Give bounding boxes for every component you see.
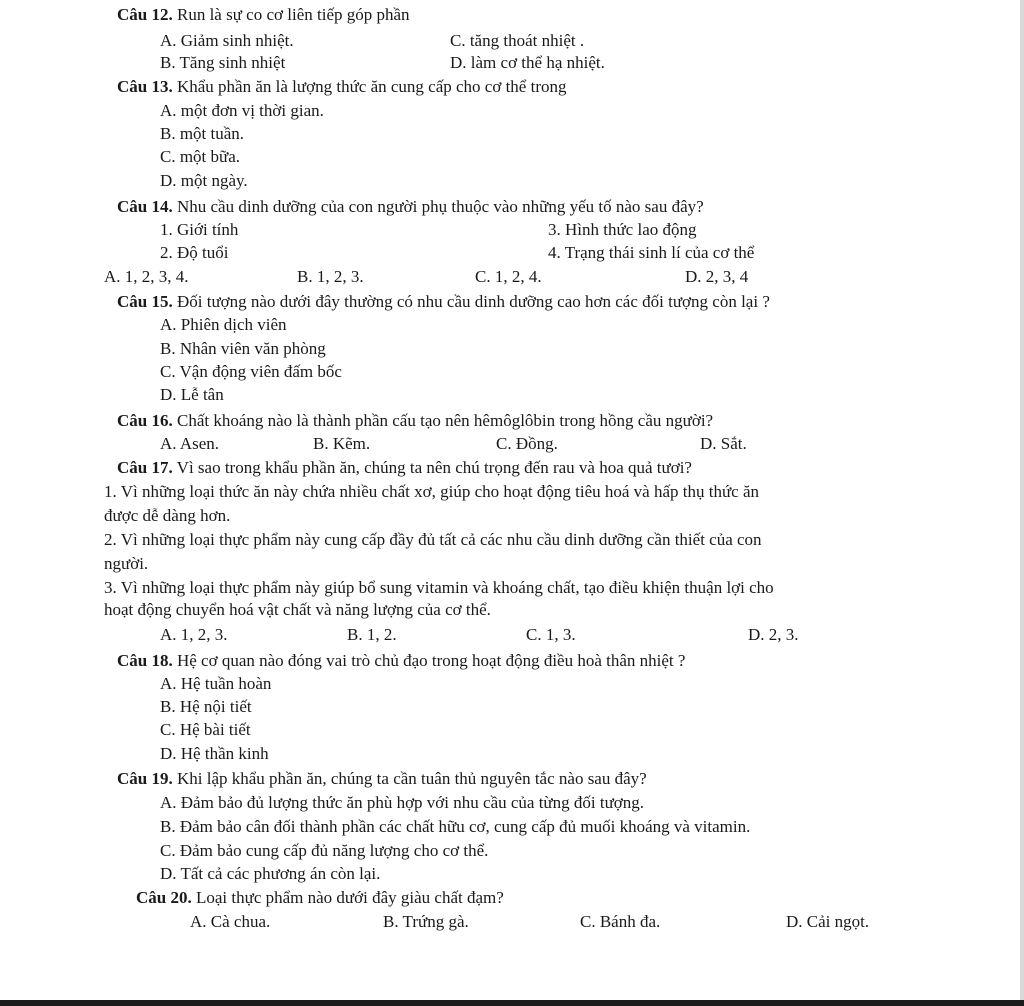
- question-13-text: Khẩu phần ăn là lượng thức ăn cung cấp cho cơ thể trong: [172, 77, 567, 96]
- q14-option-a: A. 1, 2, 3, 4.: [104, 267, 189, 286]
- question-20: [136, 887, 504, 909]
- question-19-number: Câu 19.: [117, 769, 173, 788]
- question-16-text: Chất khoáng nào là thành phần cấu tạo nên hêmôglôbin trong hồng cầu người?: [172, 411, 714, 430]
- question-14: [117, 196, 704, 218]
- q19-option-d: D. Tất cả các phương án còn lại.: [160, 864, 381, 883]
- q17-statement-1-line-2: được dễ dàng hơn.: [104, 506, 231, 525]
- q17-option-d: D. 2, 3.: [748, 625, 799, 644]
- q20-option-c: C. Bánh đa.: [580, 912, 661, 931]
- question-15-number: Câu 15.: [117, 292, 173, 311]
- question-20-number: Câu 20.: [136, 888, 192, 907]
- q16-option-c: C. Đồng.: [496, 434, 558, 453]
- q18-option-a: A. Hệ tuần hoàn: [160, 674, 272, 693]
- q20-option-b: B. Trứng gà.: [383, 912, 469, 931]
- q17-option-a: A. 1, 2, 3.: [160, 625, 228, 644]
- q19-option-b: B. Đảm bảo cân đối thành phần các chất hữu cơ, cung cấp đủ muối khoáng và vitamin.: [160, 817, 751, 836]
- q17-statement-2-line-1: 2. Vì những loại thực phẩm này cung cấp đầy đủ tất cả các nhu cầu dinh dưỡng cần thiết của con: [104, 530, 762, 549]
- q15-option-c: C. Vận động viên đấm bốc: [160, 362, 342, 381]
- question-13-number: Câu 13.: [117, 77, 173, 96]
- q18-option-d: D. Hệ thần kinh: [160, 744, 269, 763]
- question-13: [117, 76, 567, 98]
- q18-option-c: C. Hệ bài tiết: [160, 720, 251, 739]
- q12-option-b: B. Tăng sinh nhiệt: [160, 53, 286, 72]
- question-15-text: Đối tượng nào dưới đây thường có nhu cầu dinh dưỡng cao hơn các đối tượng còn lại ?: [172, 292, 770, 311]
- q13-option-b: B. một tuần.: [160, 124, 245, 143]
- q15-option-b: B. Nhân viên văn phòng: [160, 339, 326, 358]
- question-18: [117, 650, 685, 672]
- q13-option-a: A. một đơn vị thời gian.: [160, 101, 324, 120]
- question-18-number: Câu 18.: [117, 651, 173, 670]
- q17-option-b: B. 1, 2.: [347, 625, 397, 644]
- q14-factor-2: 2. Độ tuổi: [160, 243, 229, 262]
- q14-factor-4: 4. Trạng thái sinh lí của cơ thể: [548, 243, 755, 262]
- q20-option-d: D. Cải ngọt.: [786, 912, 870, 931]
- q14-option-b: B. 1, 2, 3.: [297, 267, 364, 286]
- q17-option-c: C. 1, 3.: [526, 625, 576, 644]
- question-17-number: Câu 17.: [117, 458, 173, 477]
- q13-option-d: D. một ngày.: [160, 171, 248, 190]
- q17-statement-2-line-2: người.: [104, 554, 149, 573]
- q14-option-d: D. 2, 3, 4: [685, 267, 749, 286]
- question-19-text: Khi lập khẩu phần ăn, chúng ta cần tuân thủ nguyên tắc nào sau đây?: [172, 769, 647, 788]
- question-12-text: Run là sự co cơ liên tiếp góp phần: [172, 5, 410, 24]
- q12-option-d: D. làm cơ thể hạ nhiệt.: [450, 53, 605, 72]
- q16-option-d: D. Sắt.: [700, 434, 747, 453]
- question-19: [117, 768, 647, 790]
- q17-statement-3-line-2: hoạt động chuyển hoá vật chất và năng lượng của cơ thể.: [104, 600, 491, 619]
- question-18-text: Hệ cơ quan nào đóng vai trò chủ đạo trong hoạt động điều hoà thân nhiệt ?: [172, 651, 686, 670]
- q13-option-c: C. một bữa.: [160, 147, 241, 166]
- q12-option-a: A. Giảm sinh nhiệt.: [160, 31, 294, 50]
- q18-option-b: B. Hệ nội tiết: [160, 697, 252, 716]
- question-16: [117, 410, 713, 432]
- q15-option-a: A. Phiên dịch viên: [160, 315, 287, 334]
- question-12: [117, 4, 410, 26]
- question-15: [117, 291, 770, 313]
- question-14-text: Nhu cầu dinh dưỡng của con người phụ thuộc vào những yếu tố nào sau đây?: [172, 197, 704, 216]
- question-16-number: Câu 16.: [117, 411, 173, 430]
- question-17: [117, 457, 692, 479]
- page-edge-shadow: [1020, 0, 1024, 1006]
- q14-factor-1: 1. Giới tính: [160, 220, 239, 239]
- q12-option-c: C. tăng thoát nhiệt .: [450, 31, 585, 50]
- q16-option-a: A. Asen.: [160, 434, 220, 453]
- question-12-number: Câu 12.: [117, 5, 173, 24]
- question-14-number: Câu 14.: [117, 197, 173, 216]
- q15-option-d: D. Lễ tân: [160, 385, 224, 404]
- bottom-border: [0, 1000, 1024, 1006]
- q16-option-b: B. Kẽm.: [313, 434, 371, 453]
- question-20-text: Loại thực phẩm nào dưới đây giàu chất đạm?: [191, 888, 504, 907]
- q14-factor-3: 3. Hình thức lao động: [548, 220, 697, 239]
- q19-option-c: C. Đảm bảo cung cấp đủ năng lượng cho cơ thể.: [160, 841, 489, 860]
- q14-option-c: C. 1, 2, 4.: [475, 267, 542, 286]
- q17-statement-3-line-1: 3. Vì những loại thực phẩm này giúp bổ sung vitamin và khoáng chất, tạo điều khiện thuận lợi cho: [104, 578, 774, 597]
- question-17-text: Vì sao trong khẩu phần ăn, chúng ta nên chú trọng đến rau và hoa quả tươi?: [172, 458, 692, 477]
- q19-option-a: A. Đảm bảo đủ lượng thức ăn phù hợp với nhu cầu của từng đối tượng.: [160, 793, 645, 812]
- q17-statement-1-line-1: 1. Vì những loại thức ăn này chứa nhiều chất xơ, giúp cho hoạt động tiêu hoá và hấp thụ thức ăn: [104, 482, 760, 501]
- q20-option-a: A. Cà chua.: [190, 912, 271, 931]
